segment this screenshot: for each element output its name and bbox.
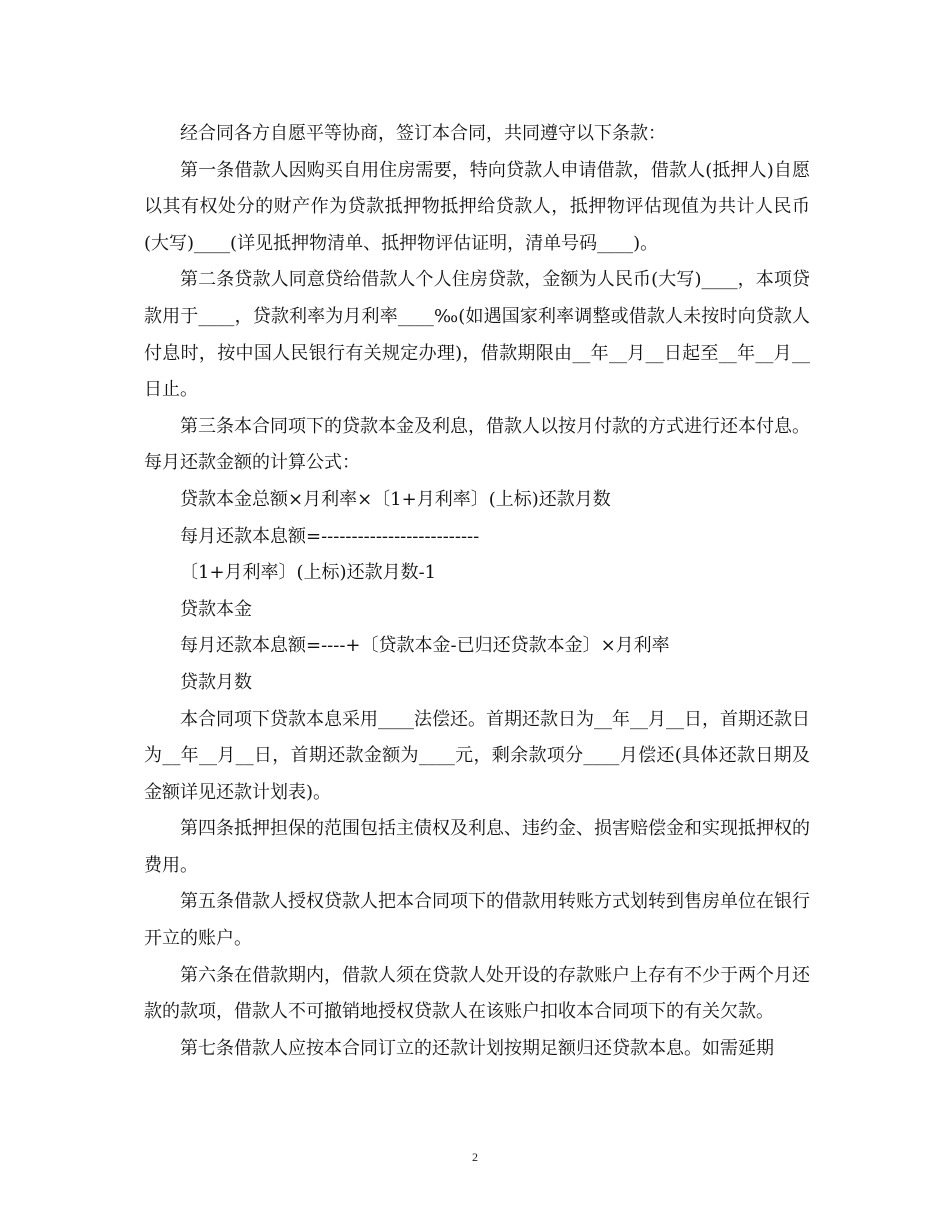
article-4-paragraph: 第四条抵押担保的范围包括主债权及利息、违约金、损害赔偿金和实现抵押权的费用。 (144, 818, 810, 876)
formula2-denominator-line: 贷款月数 (180, 671, 252, 693)
article-6-paragraph: 第六条在借款期内，借款人须在贷款人处开设的存款账户上存有不少于两个月还款的款项，借款人不可撤销地授权贷款人在该账户扣收本合同项下的有关欠款。 (144, 964, 810, 1023)
formula-equal-line: 每月还款本息额=-------------------------- (180, 525, 480, 547)
article-3-paragraph: 第三条本合同项下的贷款本金及利息，借款人以按月付款的方式进行还本付息。每月还款金额的计算公式： (144, 415, 810, 474)
formula-numerator-line: 贷款本金总额×月利率×〔1+月利率〕(上标)还款月数 (180, 488, 611, 510)
repayment-method-paragraph: 本合同项下贷款本息采用____法偿还。首期还款日为__年__月__日，首期还款日为__年__月__日，首期还款金额为____元，剩余款项分____月偿还(具体还款日期及金额详见还款计划表)。 (144, 708, 810, 803)
intro-paragraph: 经合同各方自愿平等协商，签订本合同，共同遵守以下条款： (180, 123, 666, 144)
document-body (144, 116, 810, 1067)
article-7-paragraph: 第七条借款人应按本合同订立的还款计划按期足额归还贷款本息。如需延期 (180, 1037, 774, 1059)
page-number: 2 (472, 1150, 478, 1164)
formula-denominator-line: 〔1+月利率〕(上标)还款月数-1 (180, 562, 437, 584)
formula2-numerator-line: 贷款本金 (180, 598, 252, 620)
article-5-paragraph: 第五条借款人授权贷款人把本合同项下的借款用转账方式划转到售房单位在银行开立的账户。 (144, 891, 810, 950)
article-2-paragraph: 第二条贷款人同意贷给借款人个人住房贷款，金额为人民币(大写)____，本项贷款用于____，贷款利率为月利率____‰(如遇国家利率调整或借款人未按时向贷款人付息时，按中国人民银行有关规定办理)，借款期限由__年__月__日起至__年__月__日止。 (144, 269, 810, 401)
article-1-paragraph: 第一条借款人因购买自用住房需要，特向贷款人申请借款，借款人(抵押人)自愿以其有权处分的财产作为贷款抵押物抵押给贷款人，抵押物评估现值为共计人民币(大写)____(详见抵押物清单、抵押物评估证明，清单号码____)。 (144, 159, 810, 254)
formula2-equal-line: 每月还款本息额=----+〔贷款本金-已归还贷款本金〕×月利率 (180, 635, 670, 657)
